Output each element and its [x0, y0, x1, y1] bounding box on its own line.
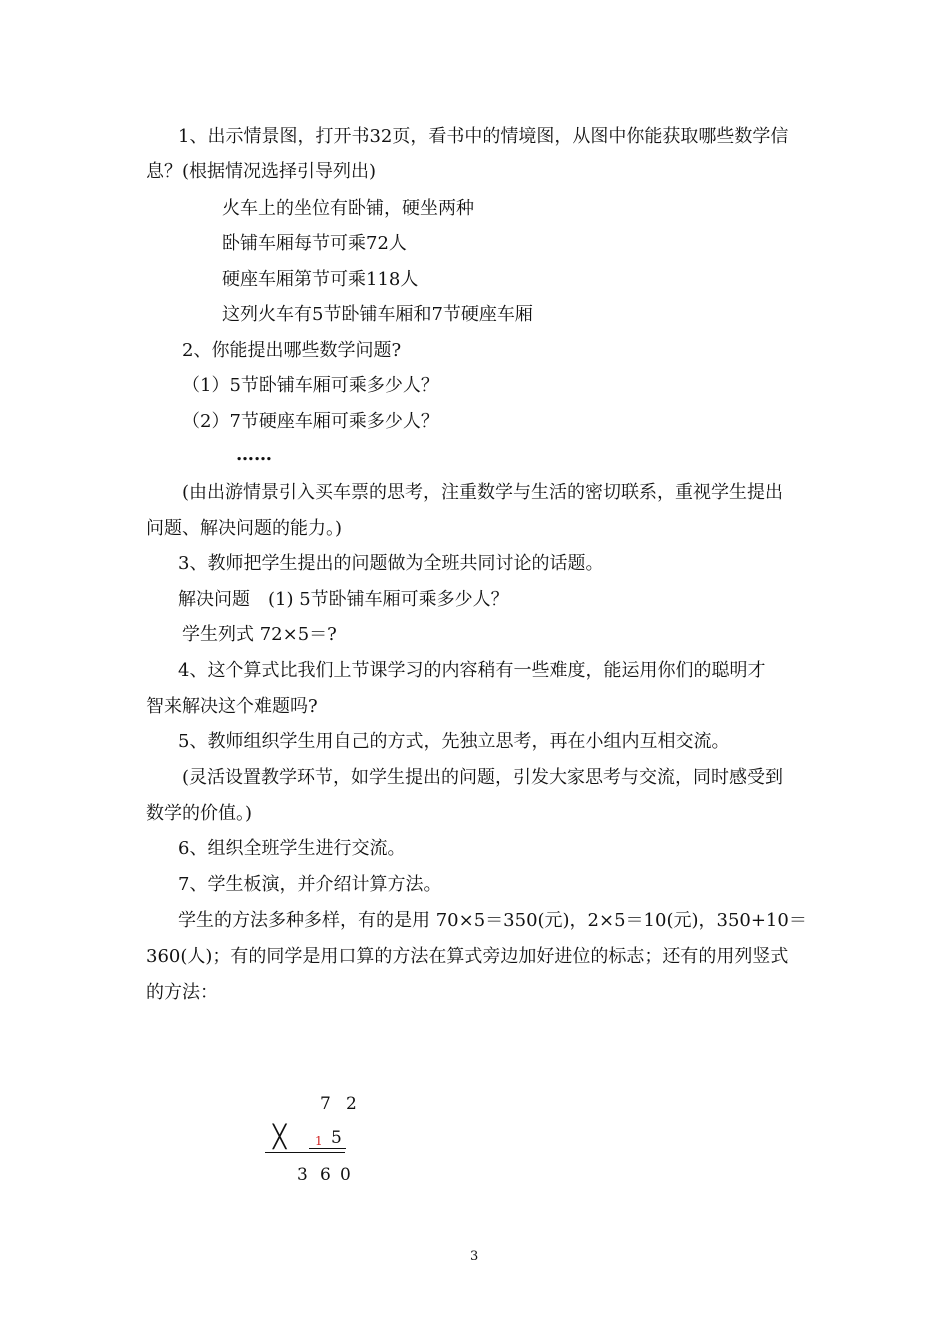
text-line: 硬座车厢第节可乘118人	[222, 269, 419, 290]
text-line: 智来解决这个难题吗?	[146, 696, 318, 717]
text-line: 这列火车有5节卧铺车厢和7节硬座车厢	[222, 304, 533, 325]
text-line: ……	[236, 444, 272, 465]
calc-digit: 6	[320, 1165, 331, 1185]
calc-digit: 2	[346, 1094, 357, 1114]
text-line: 火车上的坐位有卧铺，硬坐两种	[222, 198, 474, 219]
text-line: 5、教师组织学生用自己的方式，先独立思考，再在小组内互相交流。	[178, 731, 730, 752]
text-line: 的方法：	[146, 982, 218, 1003]
product-rule	[265, 1152, 345, 1153]
text-line: 6、组织全班学生进行交流。	[178, 838, 406, 859]
calc-digit: 3	[297, 1165, 308, 1185]
text-line: 7、学生板演，并介绍计算方法。	[178, 874, 442, 895]
text-line: （1）5节卧铺车厢可乘多少人？	[182, 375, 439, 396]
text-line: 3、教师把学生提出的问题做为全班共同讨论的话题。	[178, 553, 604, 574]
text-line: 息？(根据情况选择引导列出)	[146, 161, 377, 182]
text-line: 2、你能提出哪些数学问题?	[182, 340, 402, 361]
text-line: 数学的价值。)	[146, 803, 253, 824]
text-line: 360(人)；有的同学是用口算的方法在算式旁边加好进位的标志；还有的用列竖式	[146, 946, 789, 967]
multiplier-underline	[309, 1148, 346, 1149]
calc-digit: 0	[340, 1165, 351, 1185]
page-number: 3	[470, 1249, 479, 1264]
text-line: (灵活设置教学环节，如学生提出的问题，引发大家思考与交流，同时感受到	[182, 767, 784, 788]
text-line: (由出游情景引入买车票的思考，注重数学与生活的密切联系，重视学生提出	[182, 482, 784, 503]
text-line: 4、这个算式比我们上节课学习的内容稍有一些难度，能运用你们的聪明才	[178, 660, 766, 681]
text-line: 学生列式 72×5＝?	[182, 624, 337, 645]
text-line: 卧铺车厢每节可乘72人	[222, 233, 407, 254]
calc-digit: 5	[331, 1128, 342, 1148]
carry-mark: 1	[315, 1134, 323, 1148]
times-sign: ╳	[273, 1125, 287, 1150]
text-line: 问题、解决问题的能力。)	[146, 518, 343, 539]
text-line: 解决问题 (1) 5节卧铺车厢可乘多少人？	[178, 589, 509, 610]
text-line: 学生的方法多种多样，有的是用 70×5＝350(元)，2×5＝10(元)，350+10＝	[178, 910, 807, 931]
text-line: 1、出示情景图，打开书32页，看书中的情境图，从图中你能获取哪些数学信	[178, 126, 789, 147]
text-line: （2）7节硬座车厢可乘多少人？	[182, 411, 439, 432]
calc-digit: 7	[320, 1094, 331, 1114]
